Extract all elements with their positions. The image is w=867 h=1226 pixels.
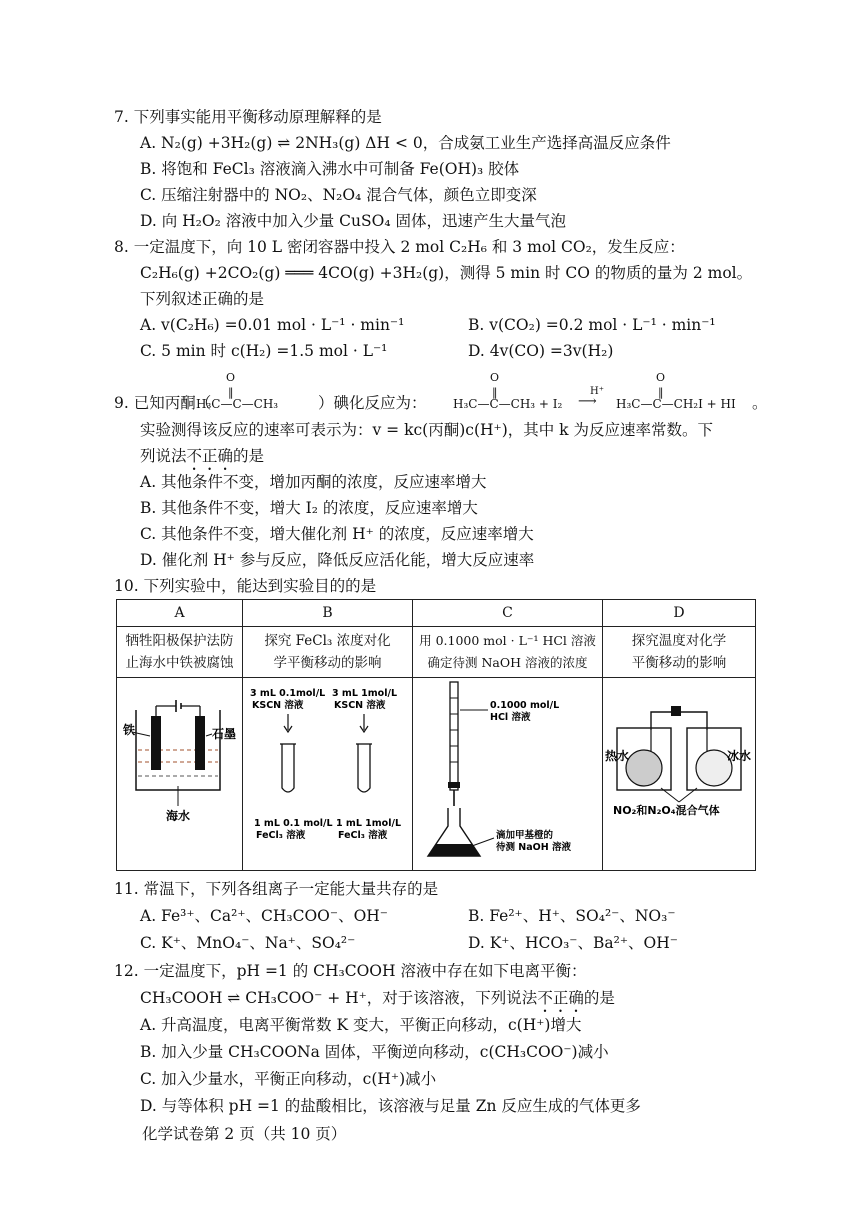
q11-option-a: A. Fe³⁺、Ca²⁺、CH₃COO⁻、OH⁻ [140,907,388,925]
fig-d-gas-label: NO₂和N₂O₄混合气体 [613,804,720,817]
q10-stem: 10. 下列实验中，能达到实验目的的是 [114,577,377,595]
fig-c-top-label-1: 0.1000 mol/L [489,700,559,711]
q12-option-a: A. 升高温度，电离平衡常数 K 变大，平衡正向移动，c(H⁺)增大 [140,1016,582,1034]
q9-line2: 实验测得该反应的速率可表示为：v = kc(丙酮)c(H⁺)，其中 k 为反应速率常数。下 [140,421,713,439]
q9-oxygen-3: O [656,371,666,384]
q9-reactant: H₃C—C—CH₃ + I₂ [453,397,563,411]
fig-b-bottom-right-1: 1 mL 1mol/L [335,818,401,829]
header-b: B [243,600,413,627]
q9-oxygen-2: O [490,371,500,384]
fig-c-bottom-label-2: 待测 NaOH 溶液 [495,842,571,853]
purpose-b: 探究 FeCl₃ 浓度对化 学平衡移动的影响 [243,627,413,678]
fig-a-graphite-label: 石墨 [211,727,236,741]
q7-stem: 7. 下列事实能用平衡移动原理解释的是 [114,108,382,126]
q9-option-b: B. 其他条件不变，增大 I₂ 的浓度，反应速率增大 [140,499,478,517]
fig-b-right-label-1: 3 mL 1mol/L [331,688,397,699]
q9-double-bond-3: ‖ [658,386,664,399]
fig-b-bottom-left-1: 1 mL 0.1 mol/L [253,818,333,829]
fig-d-hot-label: 热水 [605,749,630,763]
q9-arrow: ⟶ [578,394,597,409]
q12-option-c: C. 加入少量水，平衡正向移动，c(H⁺)减小 [140,1070,437,1088]
q7-option-d: D. 向 H₂O₂ 溶液中加入少量 CuSO₄ 固体，迅速产生大量气泡 [140,212,566,230]
q9-double-bond-2: ‖ [492,386,498,399]
q11-option-d: D. K⁺、HCO₃⁻、Ba²⁺、OH⁻ [468,934,678,952]
q8-ask: 下列叙述正确的是 [140,290,265,308]
figure-b [243,678,413,871]
q8-option-a: A. v(C₂H₆) =0.01 mol · L⁻¹ · min⁻¹ [140,316,405,334]
fig-c-top-label-2: HCl 溶液 [489,712,530,723]
q11-option-b: B. Fe²⁺、H⁺、SO₄²⁻、NO₃⁻ [468,907,676,925]
q12-option-b: B. 加入少量 CH₃COONa 固体，平衡逆向移动，c(CH₃COO⁻)减小 [140,1043,609,1061]
fig-b-bottom-left-2: FeCl₃ 溶液 [255,830,305,841]
purpose-c: 用 0.1000 mol · L⁻¹ HCl 溶液 确定待测 NaOH 溶液的浓度 [413,627,603,678]
q9-acetone-formula: H₃C—C—CH₃ [196,397,279,411]
header-d: D [603,600,756,627]
page-footer: 化学试卷第 2 页（共 10 页） [142,1125,347,1143]
fig-a-seawater-label: 海水 [165,809,190,823]
purpose-a: 牺牲阳极保护法防 止海水中铁被腐蚀 [117,627,243,678]
q7-option-a: A. N₂(g) +3H₂(g) ⇌ 2NH₃(g) ΔH < 0，合成氨工业生产选择高温反应条件 [140,134,671,152]
fig-b-left-label-1: 3 mL 0.1mol/L [249,688,325,699]
q11-option-c: C. K⁺、MnO₄⁻、Na⁺、SO₄²⁻ [140,934,356,952]
q7-option-b: B. 将饱和 FeCl₃ 溶液滴入沸水中可制备 Fe(OH)₃ 胶体 [140,160,520,178]
q9-stem-pre: 9. 已知丙酮（ [114,394,212,412]
fig-a-iron-label: 铁 [122,723,135,737]
figure-a [117,678,243,871]
q8-option-c: C. 5 min 时 c(H₂) =1.5 mol · L⁻¹ [140,342,388,360]
q9-oxygen-1: O [226,371,236,384]
q9-line3: 列说法不正确的是 [140,447,265,465]
q8-option-d: D. 4v(CO) =3v(H₂) [468,342,614,360]
q9-option-c: C. 其他条件不变，增大催化剂 H⁺ 的浓度，反应速率增大 [140,525,534,543]
q8-stem: 8. 一定温度下，向 10 L 密闭容器中投入 2 mol C₂H₆ 和 3 mol CO₂，发生反应： [114,238,685,256]
fig-d-cold-label: 冰水 [727,749,752,763]
figure-c [413,678,603,871]
q9-product: H₃C—C—CH₂I + HI [616,397,736,411]
fig-b-right-label-2: KSCN 溶液 [333,700,385,711]
fig-b-bottom-right-2: FeCl₃ 溶液 [337,830,387,841]
figure-d [603,678,756,871]
purpose-d: 探究温度对化学 平衡移动的影响 [603,627,756,678]
q8-option-b: B. v(CO₂) =0.2 mol · L⁻¹ · min⁻¹ [468,316,716,334]
q12-equation: CH₃COOH ⇌ CH₃COO⁻ + H⁺，对于该溶液，下列说法不正确的是 [140,989,615,1007]
q9-catalyst: H⁺ [590,386,604,397]
q8-equation: C₂H₆(g) +2CO₂(g) ═══ 4CO(g) +3H₂(g)，测得 5 min 时 CO 的物质的量为 2 mol。 [140,264,753,282]
header-a: A [117,600,243,627]
fig-b-left-label-2: KSCN 溶液 [251,700,303,711]
q11-stem: 11. 常温下，下列各组离子一定能大量共存的是 [114,880,439,898]
q9-option-d: D. 催化剂 H⁺ 参与反应，降低反应活化能，增大反应速率 [140,551,535,569]
fig-c-bottom-label-1: 滴加甲基橙的 [495,830,553,841]
header-c: C [413,600,603,627]
q12-stem: 12. 一定温度下，pH =1 的 CH₃COOH 溶液中存在如下电离平衡： [114,962,587,980]
q9-double-bond-1: ‖ [228,386,234,399]
q7-option-c: C. 压缩注射器中的 NO₂、N₂O₄ 混合气体，颜色立即变深 [140,186,537,204]
q9-option-a: A. 其他条件不变，增加丙酮的浓度，反应速率增大 [140,473,487,491]
q9-stem-mid: ）碘化反应为： [318,394,427,412]
q9-end: 。 [752,394,768,412]
q12-option-d: D. 与等体积 pH =1 的盐酸相比，该溶液与足量 Zn 反应生成的气体更多 [140,1097,641,1115]
q10-experiment-table [116,599,756,871]
